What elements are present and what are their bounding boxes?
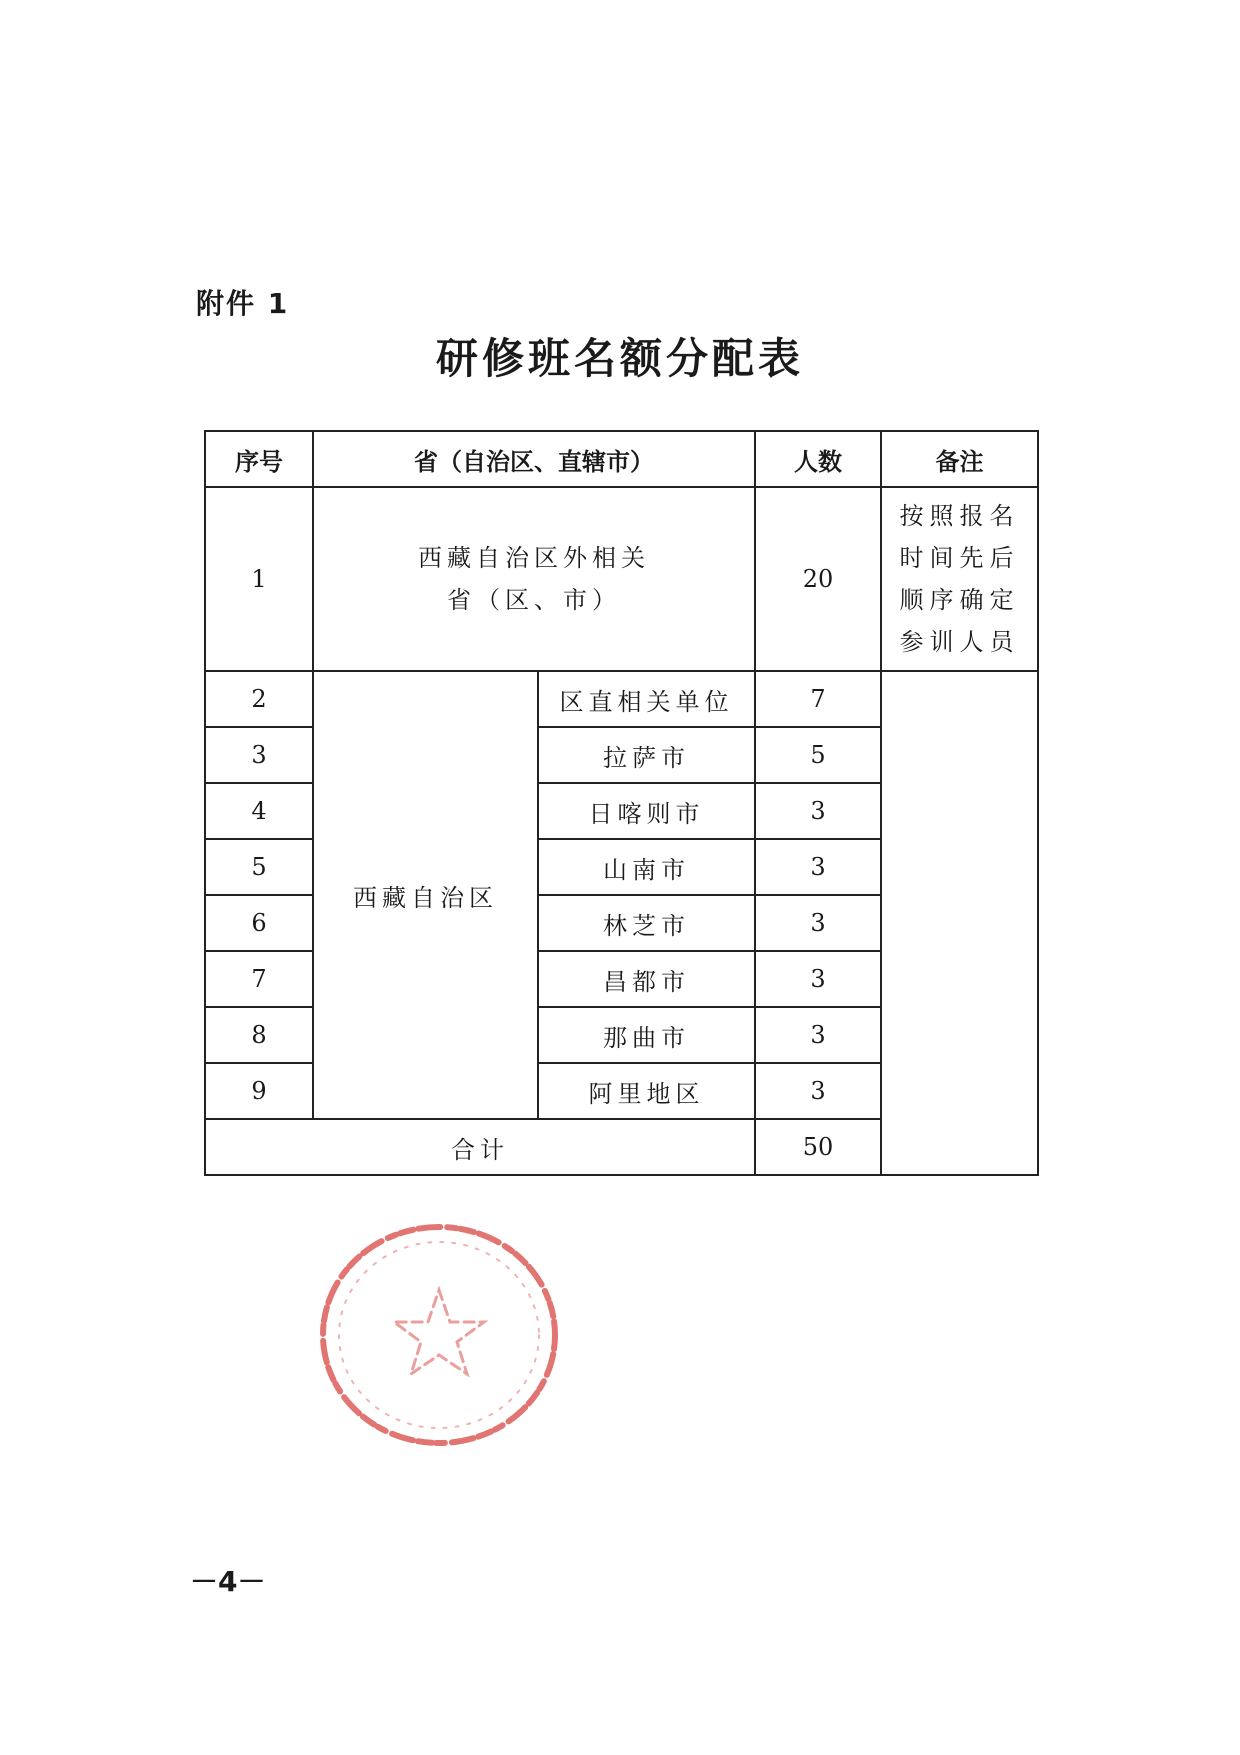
row-count: 3 <box>755 895 881 951</box>
table-row <box>205 671 1038 727</box>
row-count: 3 <box>755 1063 881 1119</box>
row-count: 7 <box>755 671 881 727</box>
table-row <box>205 487 1038 671</box>
unit-cell: 林芝市 <box>538 895 755 951</box>
unit-cell: 山南市 <box>538 839 755 895</box>
total-count: 50 <box>755 1119 881 1175</box>
seal-outer-ring <box>323 1227 555 1443</box>
col-header-region: 省（自治区、直辖市） <box>313 431 755 487</box>
row-no: 5 <box>205 839 313 895</box>
official-seal-icon <box>318 1222 560 1448</box>
row-count: 3 <box>755 1007 881 1063</box>
row-no: 9 <box>205 1063 313 1119</box>
row-count: 3 <box>755 839 881 895</box>
group-region-cell: 西藏自治区 <box>313 671 538 1119</box>
row-count: 5 <box>755 727 881 783</box>
remark-empty-cell <box>881 671 1038 1175</box>
row-no: 2 <box>205 671 313 727</box>
row-no: 7 <box>205 951 313 1007</box>
row-no: 3 <box>205 727 313 783</box>
attachment-label: 附件 1 <box>196 287 290 320</box>
row-count: 20 <box>755 487 881 671</box>
allocation-table <box>204 430 1039 1176</box>
unit-cell: 那曲市 <box>538 1007 755 1063</box>
region-line: 西藏自治区外相关 <box>418 544 650 572</box>
region-cell <box>313 487 755 671</box>
unit-cell: 阿里地区 <box>538 1063 755 1119</box>
row-no: 4 <box>205 783 313 839</box>
remark-line: 时间先后 <box>899 544 1020 572</box>
row-no: 6 <box>205 895 313 951</box>
row-no: 1 <box>205 487 313 671</box>
row-count: 3 <box>755 783 881 839</box>
table-header-row <box>205 431 1038 487</box>
remark-cell <box>881 487 1038 671</box>
col-header-no: 序号 <box>205 431 313 487</box>
unit-cell: 区直相关单位 <box>538 671 755 727</box>
unit-cell: 拉萨市 <box>538 727 755 783</box>
row-count: 3 <box>755 951 881 1007</box>
page-title: 研修班名额分配表 <box>435 334 804 383</box>
col-header-count: 人数 <box>755 431 881 487</box>
remark-line: 顺序确定 <box>899 586 1020 614</box>
region-line: 省（区、市） <box>447 586 621 614</box>
row-no: 8 <box>205 1007 313 1063</box>
seal-inner-ring <box>339 1242 539 1428</box>
seal-star <box>394 1290 484 1374</box>
col-header-remark: 备注 <box>881 431 1038 487</box>
unit-cell: 昌都市 <box>538 951 755 1007</box>
total-label: 合计 <box>205 1119 755 1175</box>
unit-cell: 日喀则市 <box>538 783 755 839</box>
remark-line: 按照报名 <box>899 502 1020 530</box>
page-number: －4－ <box>190 1565 266 1598</box>
remark-line: 参训人员 <box>899 628 1020 656</box>
